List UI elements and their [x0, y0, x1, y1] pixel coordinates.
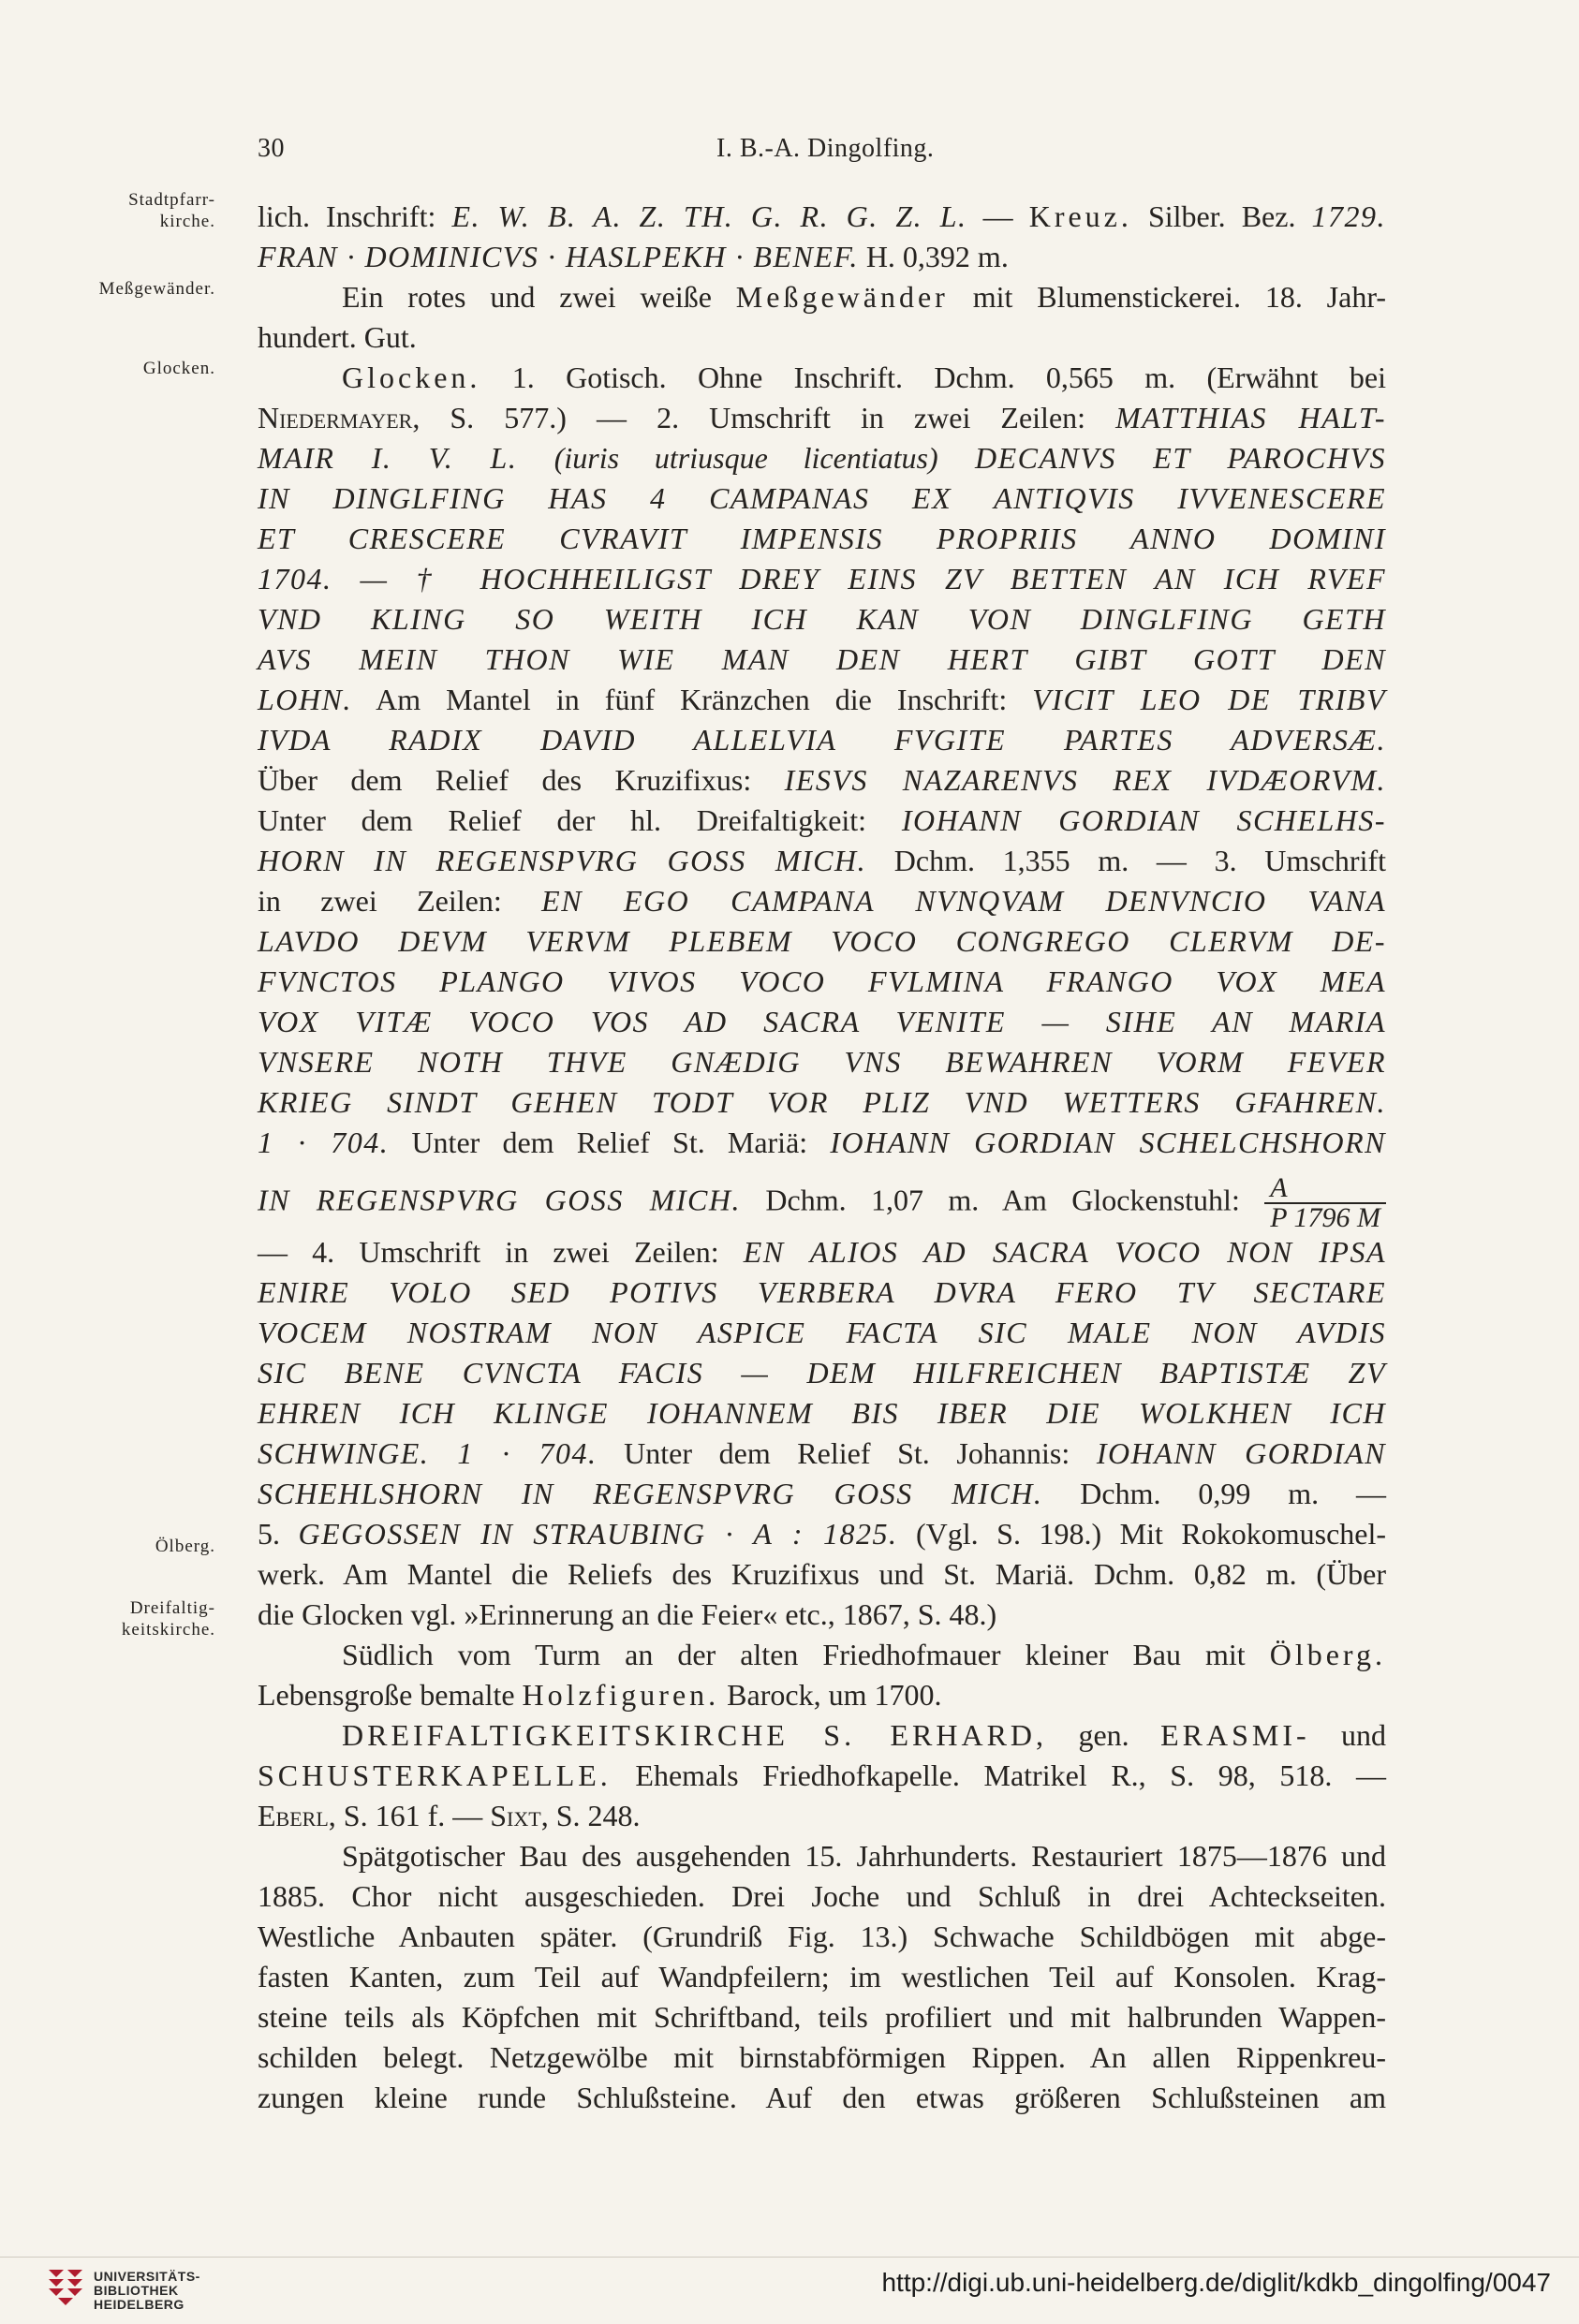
text-line: FVNCTOS PLANGO VIVOS VOCO FVLMINA FRANGO VOX MEA	[258, 964, 1386, 998]
text-line: 5. GEGOSSEN IN STRAUBING · A : 1825. (Vgl. S. 198.) Mit Rokokomuschel-	[258, 1517, 1387, 1551]
text-line: Unter dem Relief der hl. Dreifaltigkeit: IOHANN GORDIAN SCHELHS-	[258, 803, 1386, 837]
text-line: die Glocken vgl. »Erinnerung an die Feier« etc., 1867, S. 48.)	[258, 1597, 997, 1631]
university-library-logo-icon	[45, 2266, 86, 2307]
margin-note-dreifaltigkeitskirche: Dreifaltig- keitskirche.	[121, 1598, 215, 1640]
text-line: werk. Am Mantel die Reliefs des Kruzifixus und St. Mariä. Dchm. 0,82 m. (Über	[258, 1557, 1386, 1591]
text-line: zungen kleine runde Schlußsteine. Auf den etwas größeren Schlußsteinen am	[258, 2081, 1386, 2114]
text-line: VNSERE NOTH THVE GNÆDIG VNS BEWAHREN VORM FEVER	[258, 1045, 1386, 1079]
margin-note-oelberg: Ölberg.	[155, 1537, 215, 1556]
text-line: IVDA RADIX DAVID ALLELVIA FVGITE PARTES ADVERSÆ.	[258, 723, 1386, 757]
text-line: FRAN · DOMINICVS · HASLPEKH · BENEF. H. 0,392 m.	[258, 240, 1009, 273]
text-line: SIC BENE CVNCTA FACIS — DEM HILFREICHEN BAPTISTÆ ZV	[258, 1356, 1386, 1390]
text-line: IN DINGLFING HAS 4 CAMPANAS EX ANTIQVIS IVVENESCERE	[258, 481, 1386, 515]
text-line: in zwei Zeilen: EN EGO CAMPANA NVNQVAM DENVNCIO VANA	[258, 884, 1387, 918]
text-line: Spätgotischer Bau des ausgehenden 15. Jahrhunderts. Restauriert 1875—1876 und	[342, 1839, 1386, 1873]
running-title: I. B.-A. Dingolfing.	[716, 134, 935, 163]
text-line: 1 · 704. Unter dem Relief St. Mariä: IOHANN GORDIAN SCHELCHSHORN	[258, 1125, 1386, 1159]
text-line: hundert. Gut.	[258, 320, 417, 354]
text-line: SCHWINGE. 1 · 704. Unter dem Relief St. Johannis: IOHANN GORDIAN	[258, 1436, 1387, 1470]
text-line: Über dem Relief des Kruzifixus: IESVS NAZARENVS REX IVDÆORVM.	[258, 763, 1387, 797]
institution-name: UNIVERSITÄTS- BIBLIOTHEK HEIDELBERG	[94, 2269, 200, 2312]
text-line: fasten Kanten, zum Teil auf Wandpfeilern; im westlichen Teil auf Konsolen. Krag-	[258, 1960, 1386, 1993]
text-line: Westliche Anbauten später. (Grundriß Fig. 13.) Schwache Schildbögen mit abge-	[258, 1920, 1386, 1953]
text-line: DREIFALTIGKEITSKIRCHE S. ERHARD, gen. ERASMI- und	[342, 1718, 1387, 1752]
text-line: Niedermayer, S. 577.) — 2. Umschrift in zwei Zeilen: MATTHIAS HALT-	[258, 401, 1387, 434]
text-line: MAIR I. V. L. (iuris utriusque licentiatus) DECANVS ET PAROCHVS	[258, 441, 1387, 475]
text-line: ET CRESCERE CVRAVIT IMPENSIS PROPRIIS ANNO DOMINI	[258, 522, 1386, 555]
text-line: VND KLING SO WEITH ICH KAN VON DINGLFING GETH	[258, 602, 1386, 636]
text-line: LOHN. Am Mantel in fünf Kränzchen die Inschrift: VICIT LEO DE TRIBV	[258, 683, 1387, 716]
text-line: EHREN ICH KLINGE IOHANNEM BIS IBER DIE WOLKHEN ICH	[258, 1396, 1386, 1430]
source-url-link[interactable]: http://digi.ub.uni-heidelberg.de/diglit/kdkb_dingolfing/0047	[881, 2268, 1551, 2297]
text-line: SCHEHLSHORN IN REGENSPVRG GOSS MICH. Dchm. 0,99 m. —	[258, 1477, 1386, 1510]
text-line: schilden belegt. Netzgewölbe mit birnstabförmigen Rippen. An allen Rippenkreu-	[258, 2040, 1386, 2074]
text-line: LAVDO DEVM VERVM PLEBEM VOCO CONGREGO CLERVM DE-	[258, 924, 1386, 958]
margin-note-glocken: Glocken.	[142, 359, 215, 378]
margin-note-messgewaender: Meßgewänder.	[98, 279, 215, 299]
margin-note-stadtpfarrkirche: Stadtpfarr- kirche.	[128, 190, 215, 231]
text-line: AVS MEIN THON WIE MAN DEN HERT GIBT GOTT DEN	[258, 642, 1386, 676]
text-line: ENIRE VOLO SED POTIVS VERBERA DVRA FERO TV SECTARE	[258, 1275, 1386, 1309]
glockenstuhl-inscription-fraction: $\frac{A}{P 1796 M}$	[1264, 1174, 1386, 1232]
text-line: Glocken. 1. Gotisch. Ohne Inschrift. Dchm. 0,565 m. (Erwähnt bei	[342, 360, 1386, 394]
footer-divider	[0, 2257, 1579, 2258]
text-line: Ein rotes und zwei weiße Meßgewänder mit Blumenstickerei. 18. Jahr-	[342, 280, 1387, 314]
text-line: Südlich vom Turm an der alten Friedhofmauer kleiner Bau mit Ölberg.	[342, 1638, 1386, 1671]
text-line: 1704. — † HOCHHEILIGST DREY EINS ZV BETTEN AN ICH RVEF	[258, 562, 1386, 596]
text-line: steine teils als Köpfchen mit Schriftband, teils profiliert und mit halbrunden Wappen-	[258, 2000, 1386, 2034]
text-line: — 4. Umschrift in zwei Zeilen: EN ALIOS AD SACRA VOCO NON IPSA	[258, 1235, 1386, 1269]
text-line: VOX VITÆ VOCO VOS AD SACRA VENITE — SIHE AN MARIA	[258, 1005, 1386, 1038]
text-line: Eberl, S. 161 f. — Sixt, S. 248.	[258, 1799, 641, 1832]
text-line: VOCEM NOSTRAM NON ASPICE FACTA SIC MALE NON AVDIS	[258, 1316, 1386, 1349]
text-line: lich. Inschrift: E. W. B. A. Z. TH. G. R. G. Z. L. — Kreuz. Silber. Bez. 1729.	[258, 199, 1387, 233]
text-line: HORN IN REGENSPVRG GOSS MICH. Dchm. 1,355 m. — 3. Umschrift	[258, 844, 1386, 877]
text-line: 1885. Chor nicht ausgeschieden. Drei Joche und Schluß in drei Achteckseiten.	[258, 1879, 1386, 1913]
body-text-block	[258, 197, 1386, 2118]
text-line: Lebensgroße bemalte Holzfiguren. Barock, um 1700.	[258, 1678, 942, 1712]
text-line: SCHUSTERKAPELLE. Ehemals Friedhofkapelle. Matrikel R., S. 98, 518. —	[258, 1758, 1386, 1792]
text-line: IN REGENSPVRG GOSS MICH. Dchm. 1,07 m. Am Glockenstuhl: $\frac{A}{P 1796 M}$	[258, 1174, 1386, 1232]
text-line: KRIEG SINDT GEHEN TODT VOR PLIZ VND WETTERS GFAHREN.	[258, 1085, 1386, 1119]
page-number: 30	[258, 134, 285, 163]
